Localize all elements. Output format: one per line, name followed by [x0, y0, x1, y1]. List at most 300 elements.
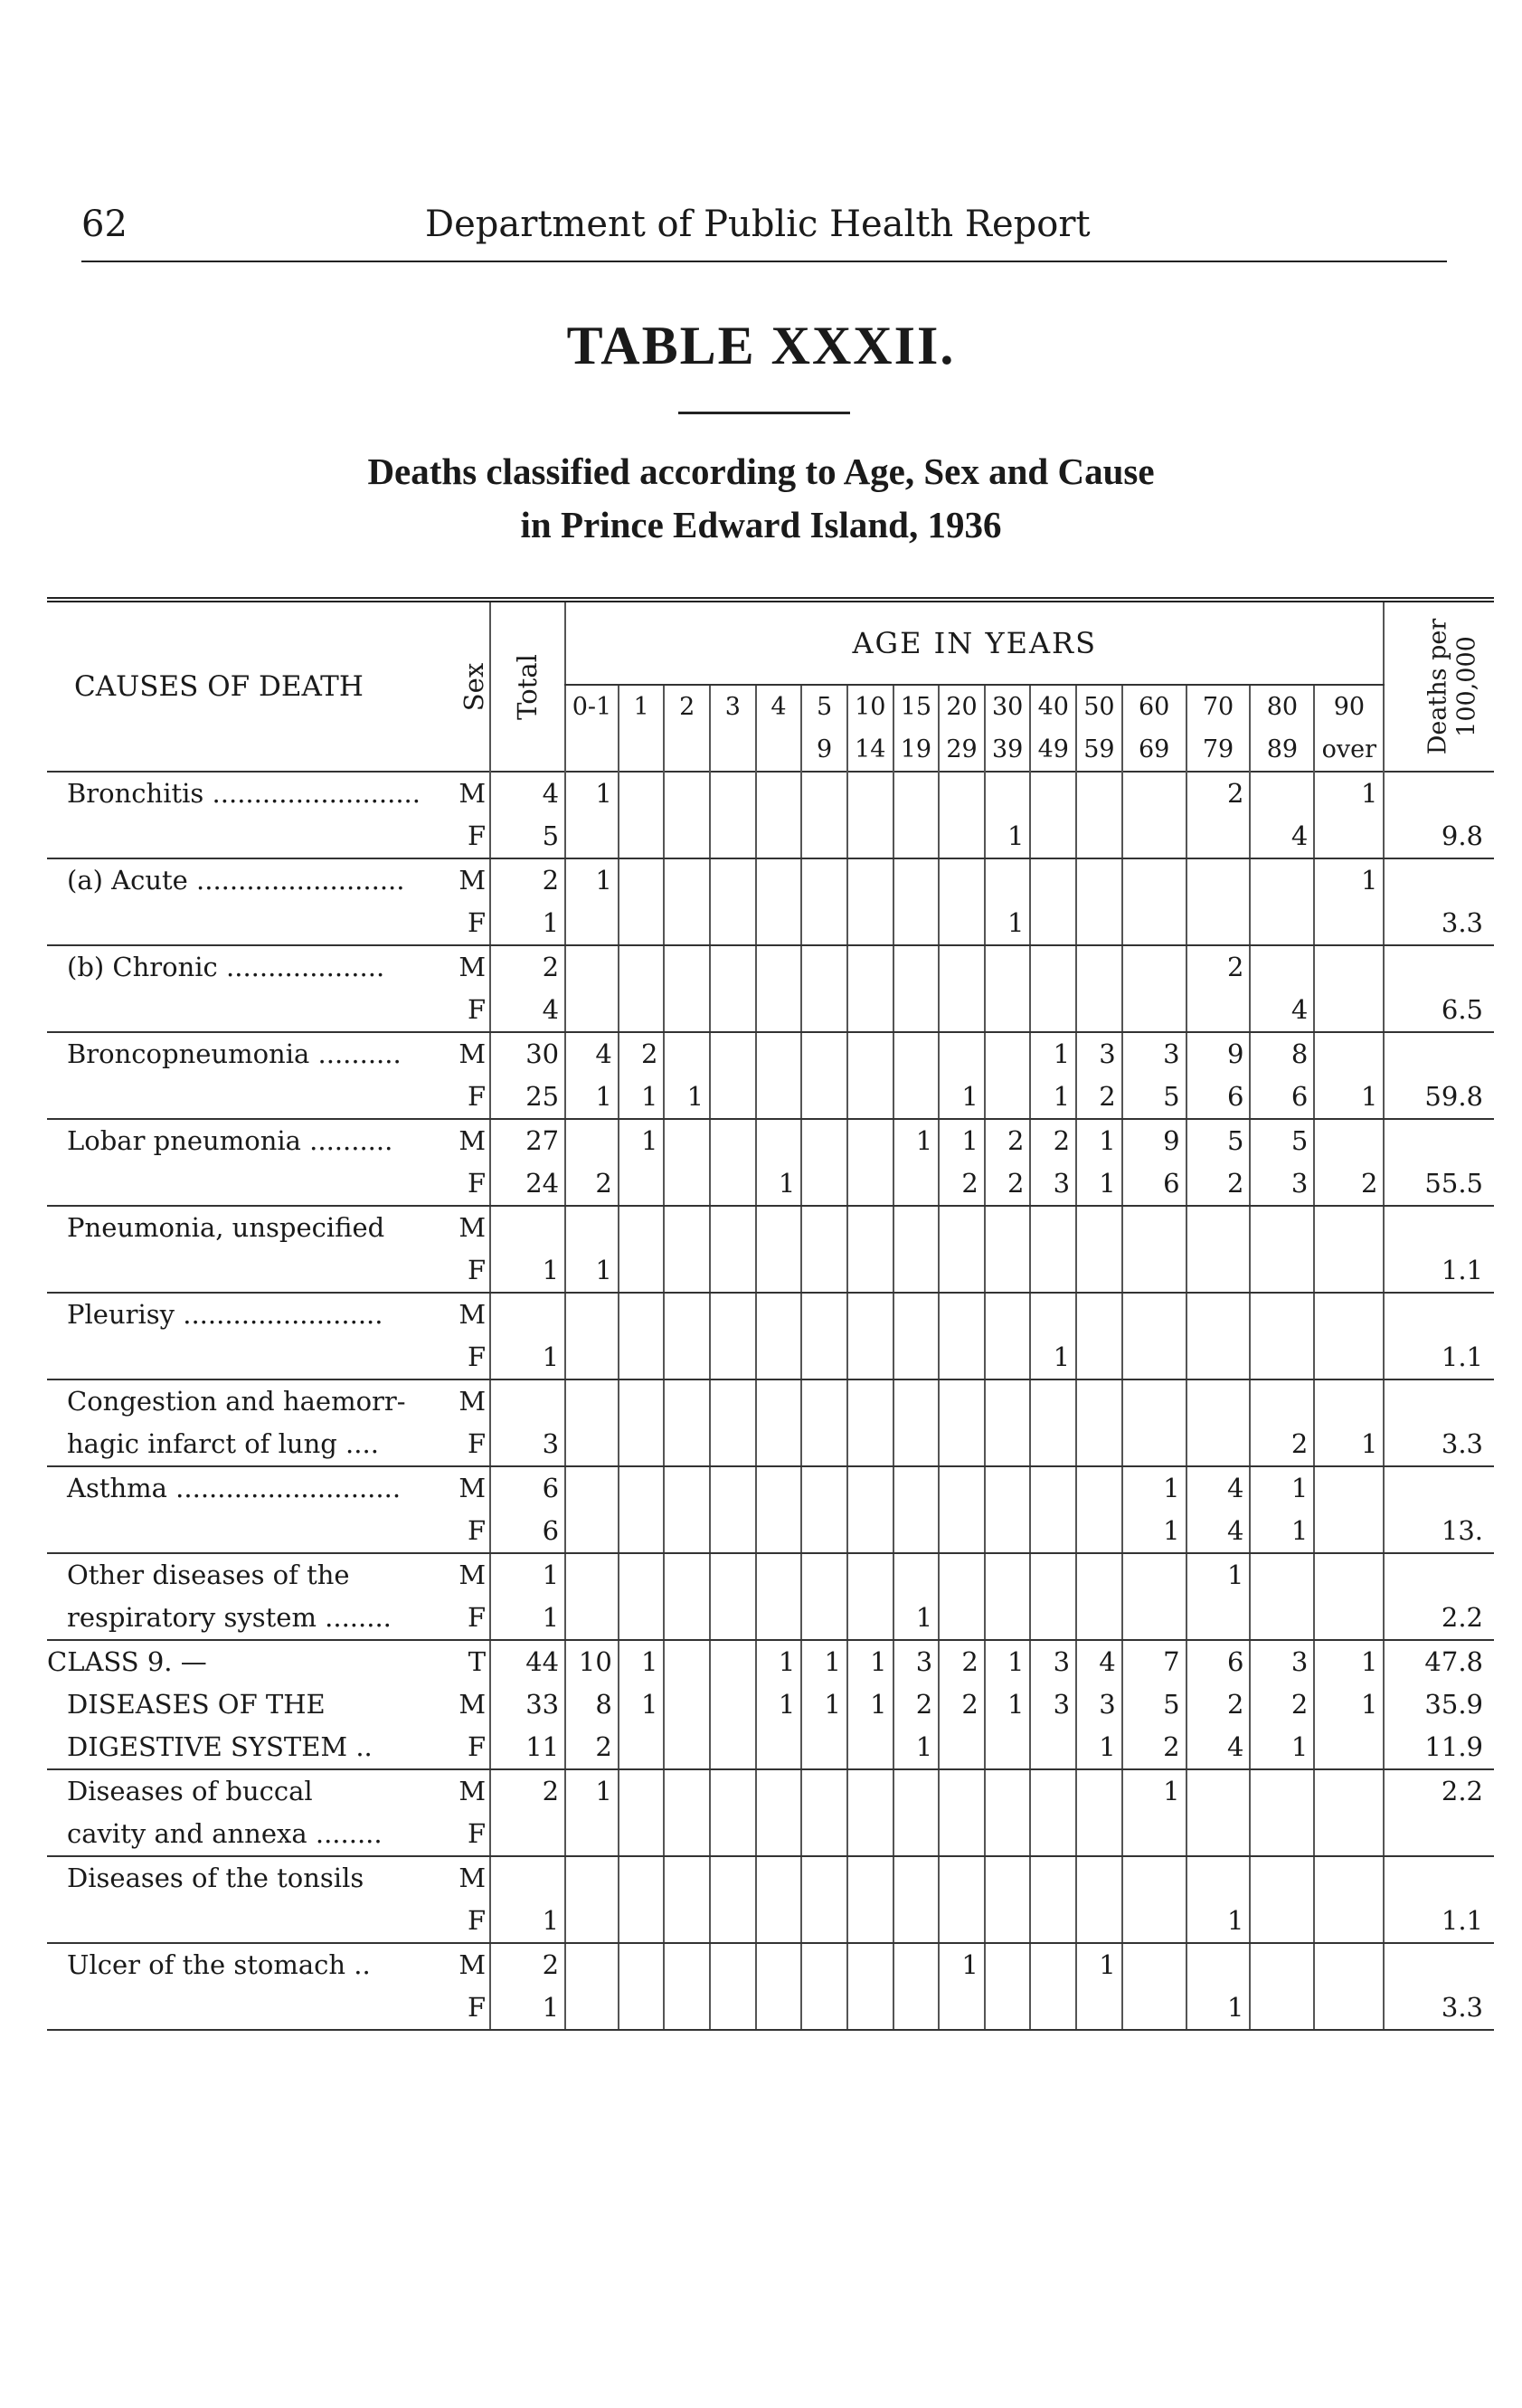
age-cell [1122, 1553, 1186, 1597]
age-cell [893, 1813, 940, 1856]
total-cell: 6 [490, 1466, 565, 1510]
sex-cell: F [450, 1076, 491, 1119]
age-cell [985, 1206, 1031, 1249]
age-cell [664, 902, 710, 945]
age-cell [1030, 1466, 1076, 1510]
age-cell [1030, 1813, 1076, 1856]
age-cell [1314, 815, 1384, 858]
age-cell: 5 [1122, 1683, 1186, 1726]
rate-cell: 55.5 [1384, 1162, 1494, 1206]
age-cell [1076, 1813, 1122, 1856]
age-cell [664, 858, 710, 902]
total-cell: 1 [490, 1597, 565, 1640]
age-cell [664, 815, 710, 858]
age-cell [1314, 1856, 1384, 1900]
age-cell: 2 [939, 1162, 985, 1206]
table-row [47, 1206, 1494, 1249]
age-cell [847, 1249, 893, 1293]
age-cell [565, 1856, 619, 1900]
age-bracket-top: 10 [847, 685, 893, 728]
age-cell [1030, 1249, 1076, 1293]
cause-label [47, 989, 450, 1032]
age-cell: 1 [619, 1640, 665, 1683]
age-cell: 1 [619, 1119, 665, 1162]
cause-label [47, 1249, 450, 1293]
age-cell [619, 1856, 665, 1900]
age-cell [939, 1423, 985, 1466]
age-bracket-bottom [565, 728, 619, 772]
age-cell [801, 1162, 847, 1206]
age-bracket-top: 15 [893, 685, 940, 728]
age-cell [1186, 1379, 1251, 1423]
age-cell: 1 [1250, 1726, 1314, 1769]
age-cell [710, 772, 756, 815]
age-bracket-top: 3 [710, 685, 756, 728]
rate-header [1384, 600, 1494, 772]
age-cell [985, 1986, 1031, 2030]
running-head: Department of Public Health Report [425, 204, 1091, 245]
age-cell [985, 1769, 1031, 1813]
age-cell: 1 [1076, 1726, 1122, 1769]
age-cell [801, 1249, 847, 1293]
age-cell [939, 989, 985, 1032]
age-cell [1030, 1379, 1076, 1423]
table-row [47, 1162, 1494, 1206]
age-cell: 2 [1186, 1162, 1251, 1206]
age-cell [1076, 1423, 1122, 1466]
age-cell [756, 945, 802, 989]
age-cell [710, 1510, 756, 1553]
age-cell [985, 1293, 1031, 1336]
age-cell [939, 1553, 985, 1597]
age-cell [893, 1249, 940, 1293]
age-cell [1186, 1423, 1251, 1466]
age-cell: 1 [1314, 772, 1384, 815]
age-cell [710, 1206, 756, 1249]
age-cell [664, 945, 710, 989]
cause-label [47, 1336, 450, 1379]
age-cell [565, 902, 619, 945]
age-cell [1122, 1943, 1186, 1986]
age-cell [619, 1293, 665, 1336]
age-cell: 1 [847, 1683, 893, 1726]
age-cell [1076, 1206, 1122, 1249]
age-cell [565, 1943, 619, 1986]
page-number: 62 [81, 204, 128, 245]
age-cell [1122, 1249, 1186, 1293]
age-cell: 1 [939, 1076, 985, 1119]
age-cell [939, 1032, 985, 1076]
age-cell [1076, 1769, 1122, 1813]
rate-cell [1384, 945, 1494, 989]
title-rule [678, 412, 850, 414]
age-cell [1030, 1553, 1076, 1597]
age-cell [710, 1379, 756, 1423]
age-cell [893, 1856, 940, 1900]
sex-header [450, 600, 491, 772]
age-cell [893, 1466, 940, 1510]
causes-header: CAUSES OF DEATH [47, 600, 450, 772]
age-cell [664, 1510, 710, 1553]
age-cell [1186, 1597, 1251, 1640]
age-cell [565, 1900, 619, 1943]
sex-cell: M [458, 1949, 487, 1980]
age-cell [893, 1510, 940, 1553]
cause-label: Pleurisy ........................ [67, 1299, 383, 1330]
age-cell [847, 1813, 893, 1856]
age-cell [756, 1900, 802, 1943]
cause-label: (a) Acute ......................... [67, 865, 405, 896]
age-cell [939, 1466, 985, 1510]
age-cell: 1 [756, 1162, 802, 1206]
sex-cell: M [458, 1125, 487, 1156]
age-cell: 8 [1250, 1032, 1314, 1076]
age-cell [1030, 945, 1076, 989]
cause-label: respiratory system ........ [47, 1597, 450, 1640]
cause-label [47, 1076, 450, 1119]
age-bracket-bottom: 59 [1076, 728, 1122, 772]
age-cell: 3 [1122, 1032, 1186, 1076]
age-cell [1250, 1249, 1314, 1293]
sex-cell: M [458, 1299, 487, 1330]
total-cell [490, 1293, 565, 1336]
sex-cell: M [458, 865, 487, 896]
age-cell [801, 989, 847, 1032]
age-cell [1314, 1466, 1384, 1510]
age-bracket-top: 4 [756, 685, 802, 728]
age-cell [1076, 1986, 1122, 2030]
table-row [47, 1032, 1494, 1076]
age-cell [939, 1510, 985, 1553]
sex-cell: M [458, 1473, 487, 1503]
cause-label: Lobar pneumonia .......... [67, 1125, 393, 1156]
age-bracket-top: 20 [939, 685, 985, 728]
age-cell [1122, 1293, 1186, 1336]
age-cell [756, 902, 802, 945]
table-row [47, 1683, 1494, 1726]
age-cell [1030, 1206, 1076, 1249]
age-cell [710, 858, 756, 902]
age-cell: 2 [1314, 1162, 1384, 1206]
rate-cell: 3.3 [1384, 1423, 1494, 1466]
age-cell [619, 945, 665, 989]
age-cell [619, 1597, 665, 1640]
table-row [47, 1293, 1494, 1336]
age-bracket-top: 2 [664, 685, 710, 728]
age-bracket-top: 40 [1030, 685, 1076, 728]
age-cell [1030, 772, 1076, 815]
age-cell [847, 989, 893, 1032]
age-cell [1030, 1856, 1076, 1900]
age-cell [847, 1119, 893, 1162]
age-cell: 1 [939, 1943, 985, 1986]
total-cell: 5 [490, 815, 565, 858]
age-cell [710, 1162, 756, 1206]
table-row [47, 1900, 1494, 1943]
sex-cell: T [468, 1646, 487, 1677]
table-row [47, 1813, 1494, 1856]
age-cell [1076, 858, 1122, 902]
age-cell: 2 [1122, 1726, 1186, 1769]
age-cell [664, 1856, 710, 1900]
age-cell [1250, 1553, 1314, 1597]
age-cell [619, 1726, 665, 1769]
total-cell: 27 [490, 1119, 565, 1162]
age-cell [756, 1553, 802, 1597]
age-cell [710, 1597, 756, 1640]
age-cell [664, 1769, 710, 1813]
age-cell [1030, 858, 1076, 902]
sex-cell: M [458, 1212, 487, 1243]
age-cell [1186, 1336, 1251, 1379]
age-cell: 1 [664, 1076, 710, 1119]
age-cell [847, 772, 893, 815]
age-cell [847, 902, 893, 945]
age-cell [847, 1206, 893, 1249]
age-cell: 1 [985, 1683, 1031, 1726]
age-cell: 4 [1186, 1466, 1251, 1510]
age-cell [801, 1466, 847, 1510]
age-cell [847, 1553, 893, 1597]
age-cell [1076, 989, 1122, 1032]
cause-label: hagic infarct of lung .... [47, 1423, 450, 1466]
age-cell [565, 1510, 619, 1553]
age-cell [756, 1336, 802, 1379]
sex-cell: F [450, 1726, 491, 1769]
age-cell: 1 [985, 902, 1031, 945]
age-cell [847, 858, 893, 902]
sex-cell: F [450, 1986, 491, 2030]
table-row [47, 1510, 1494, 1553]
age-cell [847, 1769, 893, 1813]
age-bracket-bottom: 14 [847, 728, 893, 772]
age-cell [756, 1379, 802, 1423]
age-cell [847, 1943, 893, 1986]
age-cell [985, 1900, 1031, 1943]
age-cell [1030, 1726, 1076, 1769]
age-cell [985, 1553, 1031, 1597]
age-bracket-top: 0-1 [565, 685, 619, 728]
age-cell [710, 1943, 756, 1986]
age-cell [1030, 902, 1076, 945]
age-cell [1186, 1249, 1251, 1293]
age-cell [756, 815, 802, 858]
age-cell [756, 1249, 802, 1293]
cause-label: (b) Chronic ................... [67, 952, 385, 982]
age-cell [1030, 1510, 1076, 1553]
age-cell: 1 [565, 772, 619, 815]
age-cell: 4 [1250, 989, 1314, 1032]
age-bracket-top: 90 [1314, 685, 1384, 728]
age-cell [1122, 1856, 1186, 1900]
age-cell: 8 [565, 1683, 619, 1726]
age-cell [1076, 1379, 1122, 1423]
age-cell [1186, 1943, 1251, 1986]
age-cell: 1 [893, 1597, 940, 1640]
age-cell: 2 [1250, 1423, 1314, 1466]
age-cell: 1 [1076, 1119, 1122, 1162]
cause-label: DISEASES OF THE [67, 1689, 326, 1720]
age-cell [1314, 902, 1384, 945]
age-cell [1186, 902, 1251, 945]
cause-label [47, 1510, 450, 1553]
cause-label: Asthma ........................... [67, 1473, 402, 1503]
age-bracket-bottom: 89 [1250, 728, 1314, 772]
age-cell [1186, 1769, 1251, 1813]
age-cell [847, 945, 893, 989]
age-bracket-bottom [619, 728, 665, 772]
age-cell [565, 1119, 619, 1162]
age-cell [801, 815, 847, 858]
age-cell [893, 858, 940, 902]
table-row [47, 1597, 1494, 1640]
age-cell [619, 1943, 665, 1986]
age-cell [664, 1162, 710, 1206]
age-cell [664, 1553, 710, 1597]
total-cell: 1 [490, 1249, 565, 1293]
cause-label: Congestion and haemorr- [67, 1386, 406, 1417]
header-rule [81, 261, 1447, 262]
age-cell [893, 1769, 940, 1813]
age-cell [710, 1466, 756, 1510]
age-cell [1076, 1510, 1122, 1553]
age-cell [619, 1813, 665, 1856]
age-cell [710, 1769, 756, 1813]
age-bracket-bottom: 9 [801, 728, 847, 772]
age-cell [710, 1249, 756, 1293]
age-cell: 3 [1250, 1162, 1314, 1206]
age-cell [801, 1293, 847, 1336]
age-cell [801, 1423, 847, 1466]
age-cell [1314, 1943, 1384, 1986]
total-cell: 1 [490, 1336, 565, 1379]
age-cell [664, 1119, 710, 1162]
age-cell: 6 [1186, 1640, 1251, 1683]
age-cell: 1 [801, 1640, 847, 1683]
rate-cell [1384, 1943, 1494, 1986]
age-cell [1314, 1379, 1384, 1423]
age-cell: 1 [1314, 1640, 1384, 1683]
age-cell [985, 1249, 1031, 1293]
age-cell [985, 772, 1031, 815]
rate-cell [1384, 1856, 1494, 1900]
table-row [47, 815, 1494, 858]
age-cell [664, 1813, 710, 1856]
age-cell [1030, 1900, 1076, 1943]
cause-label: CLASS 9. — [47, 1646, 207, 1677]
age-cell [756, 1206, 802, 1249]
rate-cell [1384, 1466, 1494, 1510]
sex-cell: M [458, 952, 487, 982]
age-cell [893, 1986, 940, 2030]
total-cell [490, 1379, 565, 1423]
sex-cell: M [458, 1689, 487, 1720]
age-bracket-bottom [710, 728, 756, 772]
age-cell [756, 1986, 802, 2030]
age-cell [664, 1943, 710, 1986]
age-cell [1076, 1293, 1122, 1336]
age-cell [847, 1032, 893, 1076]
age-cell: 1 [1076, 1943, 1122, 1986]
age-cell [801, 1813, 847, 1856]
age-cell [1030, 1769, 1076, 1813]
age-cell [619, 1553, 665, 1597]
age-bracket-top: 70 [1186, 685, 1251, 728]
age-cell [619, 1769, 665, 1813]
age-cell [664, 1249, 710, 1293]
age-cell [801, 1076, 847, 1119]
age-cell: 5 [1250, 1119, 1314, 1162]
age-cell [710, 902, 756, 945]
age-cell [847, 1466, 893, 1510]
age-cell [756, 1466, 802, 1510]
age-cell [664, 1336, 710, 1379]
age-cell [985, 1856, 1031, 1900]
total-cell [490, 1206, 565, 1249]
age-cell: 4 [565, 1032, 619, 1076]
age-cell [565, 989, 619, 1032]
age-cell [565, 1423, 619, 1466]
age-cell [893, 1553, 940, 1597]
age-cell [939, 772, 985, 815]
age-cell [710, 1900, 756, 1943]
rate-cell: 2.2 [1384, 1769, 1494, 1813]
age-cell [801, 1726, 847, 1769]
age-cell [710, 989, 756, 1032]
age-cell [893, 1032, 940, 1076]
total-cell: 4 [490, 989, 565, 1032]
rate-cell [1384, 1553, 1494, 1597]
age-cell [664, 1683, 710, 1726]
age-cell: 6 [1250, 1076, 1314, 1119]
age-cell [893, 1162, 940, 1206]
rate-cell: 11.9 [1384, 1726, 1494, 1769]
age-cell [893, 815, 940, 858]
age-cell [710, 945, 756, 989]
total-cell: 2 [490, 1943, 565, 1986]
total-cell: 3 [490, 1423, 565, 1466]
age-cell: 3 [1250, 1640, 1314, 1683]
age-cell [847, 1423, 893, 1466]
age-cell [847, 1379, 893, 1423]
age-bracket-bottom: 29 [939, 728, 985, 772]
age-cell [1076, 945, 1122, 989]
table-row [47, 902, 1494, 945]
age-cell [1314, 1813, 1384, 1856]
age-cell [847, 1076, 893, 1119]
age-cell [1250, 1293, 1314, 1336]
age-cell: 1 [939, 1119, 985, 1162]
age-cell [619, 1900, 665, 1943]
age-cell [1314, 1726, 1384, 1769]
rate-cell [1384, 1206, 1494, 1249]
age-cell [985, 1379, 1031, 1423]
total-cell [490, 1813, 565, 1856]
age-bracket-bottom: 69 [1122, 728, 1186, 772]
total-header [490, 600, 565, 772]
age-cell: 1 [1250, 1510, 1314, 1553]
age-bracket-top: 5 [801, 685, 847, 728]
age-cell [664, 1597, 710, 1640]
table-title: TABLE XXXII. [566, 316, 956, 375]
age-cell [664, 1032, 710, 1076]
age-cell [756, 1769, 802, 1813]
age-cell [664, 1379, 710, 1423]
age-cell: 2 [1030, 1119, 1076, 1162]
age-cell [619, 1466, 665, 1510]
age-cell [619, 815, 665, 858]
deaths-table-container [47, 597, 1494, 2031]
